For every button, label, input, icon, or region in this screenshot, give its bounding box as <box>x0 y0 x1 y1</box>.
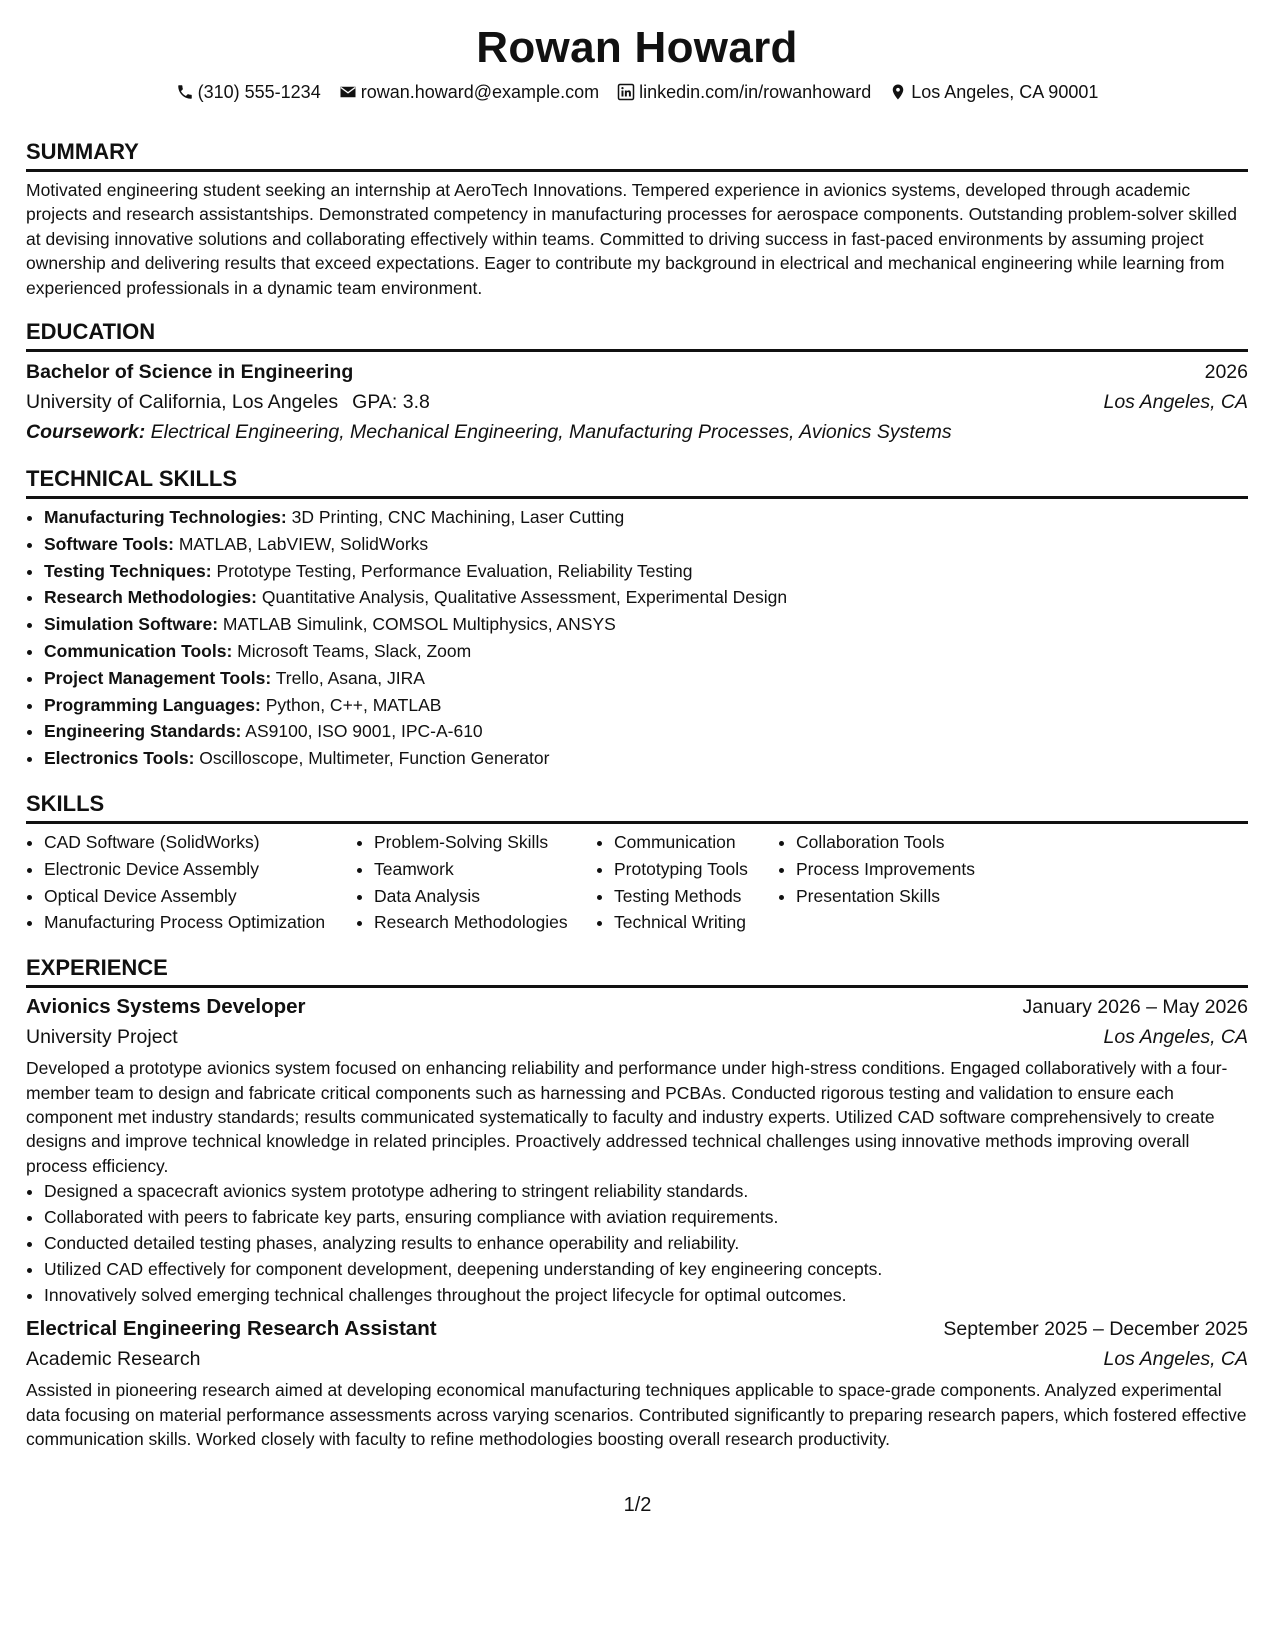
education-degree-row <box>26 357 1248 387</box>
page-number: 1/2 <box>623 1494 652 1516</box>
skills-heading: SKILLS <box>26 790 1248 824</box>
job-header-row <box>26 992 1248 1022</box>
list-item: • Data Analysis <box>374 883 596 910</box>
skill-category: Software Tools: <box>44 533 174 554</box>
list-item <box>44 692 1248 719</box>
job-location: Los Angeles, CA <box>1103 1348 1248 1371</box>
job-bullets <box>26 1178 1248 1308</box>
list-item <box>44 745 1248 772</box>
job-organization: University Project <box>26 1026 178 1049</box>
list-item <box>44 665 1248 692</box>
school-name: University of California, Los Angeles <box>26 391 339 414</box>
list-item: • Optical Device Assembly <box>44 883 356 910</box>
skill-values: Python, C++, MATLAB <box>265 694 442 715</box>
contact-linkedin[interactable] <box>617 80 871 104</box>
list-item: • Communication <box>614 829 778 856</box>
skills-column-1 <box>26 829 356 936</box>
linkedin-text[interactable]: linkedin.com/in/rowanhoward <box>639 82 872 102</box>
skills-column-2 <box>356 829 596 936</box>
job-description: Assisted in pioneering research aimed at developing economical manufacturing techniques applicable to space-grade components. Analyzed experimental data focusing on material performance assessments across varying scenarios. Contributed significantly to preparing research papers, which fostered effective communication skills. Worked closely with faculty to refine methodologies boosting overall research productivity. <box>26 1380 1247 1450</box>
skill-values: Quantitative Analysis, Qualitative Assessment, Experimental Design <box>261 587 788 608</box>
list-item: • CAD Software (SolidWorks) <box>44 829 356 856</box>
degree-title: Bachelor of Science in Engineering <box>26 361 354 384</box>
skill-values: Microsoft Teams, Slack, Zoom <box>237 641 472 662</box>
email-text[interactable]: rowan.howard@example.com <box>360 82 600 102</box>
contact-location <box>889 80 1098 104</box>
contact-email[interactable] <box>339 80 599 104</box>
list-item <box>44 531 1248 558</box>
skill-values: AS9100, ISO 9001, IPC-A-610 <box>245 721 483 742</box>
skill-category: Research Methodologies: <box>44 587 257 608</box>
list-item: • Problem-Solving Skills <box>374 829 596 856</box>
school-line <box>26 387 430 417</box>
job-title: Avionics Systems Developer <box>26 995 306 1019</box>
contact-bar <box>26 80 1248 104</box>
phone-icon <box>176 83 194 101</box>
summary-text: Motivated engineering student seeking an internship at AeroTech Innovations. Tempered experience in avionics systems, developed through academic projects and research assistantships. Demonstrated competency in manufacturing processes for aerospace components. Outstanding problem-solver skilled at devising innovative solutions and collaborating effectively within teams. Committed to driving success in fast-paced environments by assuming project ownership and delivering results that exceed expectations. Eager to contribute my background in electrical and mechanical engineering while learning from experienced professionals in a dynamic team environment. <box>26 180 1238 298</box>
job-dates: September 2025 – December 2025 <box>943 1318 1248 1341</box>
school-location: Los Angeles, CA <box>1103 391 1248 414</box>
skills-grid <box>26 829 1248 936</box>
skill-category: Simulation Software: <box>44 614 219 635</box>
list-item: • Collaborated with peers to fabricate key parts, ensuring compliance with aviation requirements. <box>44 1204 1248 1230</box>
skill-category: Engineering Standards: <box>44 721 242 742</box>
list-item <box>44 638 1248 665</box>
skill-category: Testing Techniques: <box>44 560 212 581</box>
skill-category: Programming Languages: <box>44 694 261 715</box>
list-item <box>44 584 1248 611</box>
job-org-row <box>26 1344 1248 1374</box>
graduation-year: 2026 <box>1204 361 1248 384</box>
skills-column-4 <box>778 829 1016 936</box>
skill-category: Manufacturing Technologies: <box>44 507 287 528</box>
list-item: • Research Methodologies <box>374 909 596 936</box>
list-item <box>44 558 1248 585</box>
gpa: GPA: 3.8 <box>352 391 430 414</box>
skill-values: Trello, Asana, JIRA <box>275 667 425 688</box>
job-location: Los Angeles, CA <box>1103 1026 1248 1049</box>
linkedin-icon <box>617 83 635 101</box>
skill-values: MATLAB, LabVIEW, SolidWorks <box>178 533 429 554</box>
coursework-line <box>26 417 1248 447</box>
location-text: Los Angeles, CA 90001 <box>911 82 1099 102</box>
technical-skills-section <box>26 465 1248 772</box>
education-section <box>26 318 1248 447</box>
skill-values: Oscilloscope, Multimeter, Function Generator <box>199 748 550 769</box>
list-item: • Utilized CAD effectively for component development, deepening understanding of key engineering concepts. <box>44 1256 1248 1282</box>
list-item <box>44 718 1248 745</box>
summary-heading: SUMMARY <box>26 138 1248 172</box>
experience-section <box>26 954 1248 1451</box>
skill-values: 3D Printing, CNC Machining, Laser Cutting <box>291 507 625 528</box>
skill-category: Communication Tools: <box>44 641 233 662</box>
skill-category: Project Management Tools: <box>44 667 272 688</box>
phone-text: (310) 555-1234 <box>197 82 321 102</box>
technical-skills-heading: TECHNICAL SKILLS <box>26 465 1248 499</box>
coursework-list: Electrical Engineering, Mechanical Engineering, Manufacturing Processes, Avionics Systems <box>150 421 952 444</box>
coursework-label: Coursework: <box>26 421 146 444</box>
list-item: • Presentation Skills <box>796 883 1016 910</box>
summary-section <box>26 138 1248 300</box>
job-org-row <box>26 1022 1248 1052</box>
candidate-name: Rowan Howard <box>476 23 798 72</box>
list-item: • Innovatively solved emerging technical challenges throughout the project lifecycle for optimal outcomes. <box>44 1282 1248 1308</box>
job-organization: Academic Research <box>26 1348 201 1371</box>
education-school-row <box>26 387 1248 417</box>
skill-values: Prototype Testing, Performance Evaluation, Reliability Testing <box>216 560 693 581</box>
list-item <box>44 504 1248 531</box>
job-title: Electrical Engineering Research Assistant <box>26 1317 437 1341</box>
envelope-icon <box>339 83 357 101</box>
list-item <box>44 611 1248 638</box>
skill-values: MATLAB Simulink, COMSOL Multiphysics, ANSYS <box>222 614 616 635</box>
list-item: • Electronic Device Assembly <box>44 856 356 883</box>
list-item: • Manufacturing Process Optimization <box>44 909 356 936</box>
list-item: • Process Improvements <box>796 856 1016 883</box>
list-item: • Testing Methods <box>614 883 778 910</box>
list-item: • Prototyping Tools <box>614 856 778 883</box>
job-description: Developed a prototype avionics system focused on enhancing reliability and performance under high-stress conditions. Engaged collaboratively with a four-member team to design and fabricate critical components such as harnessing and PCBAs. Conducted rigorous testing and validation to ensure each component met industry standards; results communicated systematically to faculty and industry experts. Utilized CAD software comprehensively to create designs and improve technical knowledge in related principles. Proactively addressed technical challenges using innovative methods improving overall process efficiency. <box>26 1058 1228 1176</box>
resume-content <box>26 0 1248 1451</box>
list-item: • Collaboration Tools <box>796 829 1016 856</box>
list-item: • Designed a spacecraft avionics system prototype adhering to stringent reliability standards. <box>44 1178 1248 1204</box>
skill-category: Electronics Tools: <box>44 748 195 769</box>
list-item: • Teamwork <box>374 856 596 883</box>
skills-section <box>26 790 1248 936</box>
experience-entry-1 <box>26 992 1248 1308</box>
contact-phone <box>176 80 321 104</box>
job-header-row <box>26 1314 1248 1344</box>
job-dates: January 2026 – May 2026 <box>1022 996 1248 1019</box>
skills-column-3 <box>596 829 778 936</box>
technical-skills-list <box>26 504 1248 772</box>
experience-heading: EXPERIENCE <box>26 954 1248 988</box>
experience-entry-2 <box>26 1314 1248 1451</box>
map-pin-icon <box>889 83 907 101</box>
list-item: • Conducted detailed testing phases, analyzing results to enhance operability and reliability. <box>44 1230 1248 1256</box>
list-item: • Technical Writing <box>614 909 778 936</box>
education-heading: EDUCATION <box>26 318 1248 352</box>
